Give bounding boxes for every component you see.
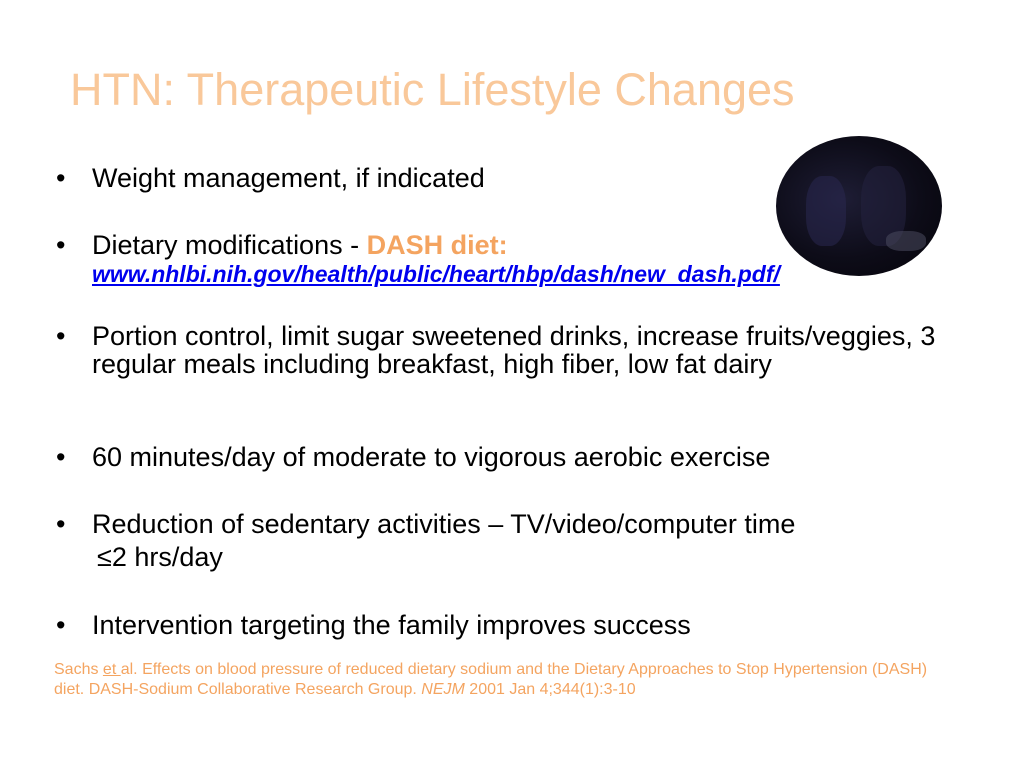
bullet-item: [56, 231, 996, 287]
dash-diet-label: DASH diet:: [366, 230, 508, 260]
bullet-item: [56, 443, 996, 471]
citation-date: 2001 Jan 4;344(1):3-10: [464, 681, 636, 698]
bullet-item: [56, 510, 996, 538]
bullet-text: Portion control, limit sugar sweetened drinks, increase fruits/veggies, 3 regular meals including breakfast, high fiber, low fat dairy: [92, 321, 936, 379]
bullet-text: Reduction of sedentary activities – TV/video/computer time: [92, 509, 796, 539]
dash-diet-link[interactable]: www.nhlbi.nih.gov/health/public/heart/hbp/dash/new_dash.pdf/: [92, 261, 780, 287]
bullet-item: [56, 611, 996, 639]
citation-et: et: [102, 661, 121, 678]
bullet-dot: •: [56, 442, 66, 472]
bullet-dot: •: [56, 163, 66, 193]
bullet-text: Intervention targeting the family improves success: [92, 610, 691, 640]
bullet-item: [56, 322, 996, 378]
slide-title: HTN: Therapeutic Lifestyle Changes: [70, 64, 795, 115]
bullet-text: Dietary modifications -: [92, 230, 367, 260]
citation: [54, 660, 954, 700]
bullet-dot: •: [56, 509, 66, 539]
bullet-subline: ≤2 hrs/day: [97, 542, 223, 572]
citation-text: al. Effects on blood pressure of reduced dietary sodium and the Dietary Approaches to Stop Hypertension (DASH) diet. DASH-Sodium Collaborative Research Group.: [54, 661, 928, 698]
bullet-body: [92, 231, 996, 287]
bullet-dot: •: [56, 321, 66, 351]
citation-author: Sachs: [54, 661, 103, 678]
bullet-item: [56, 164, 996, 192]
bullet-dot: •: [56, 610, 66, 640]
citation-journal: NEJM: [421, 681, 465, 698]
bullet-text: 60 minutes/day of moderate to vigorous aerobic exercise: [92, 442, 771, 472]
bullet-text: Weight management, if indicated: [92, 163, 485, 193]
bullet-dot: •: [56, 230, 66, 260]
